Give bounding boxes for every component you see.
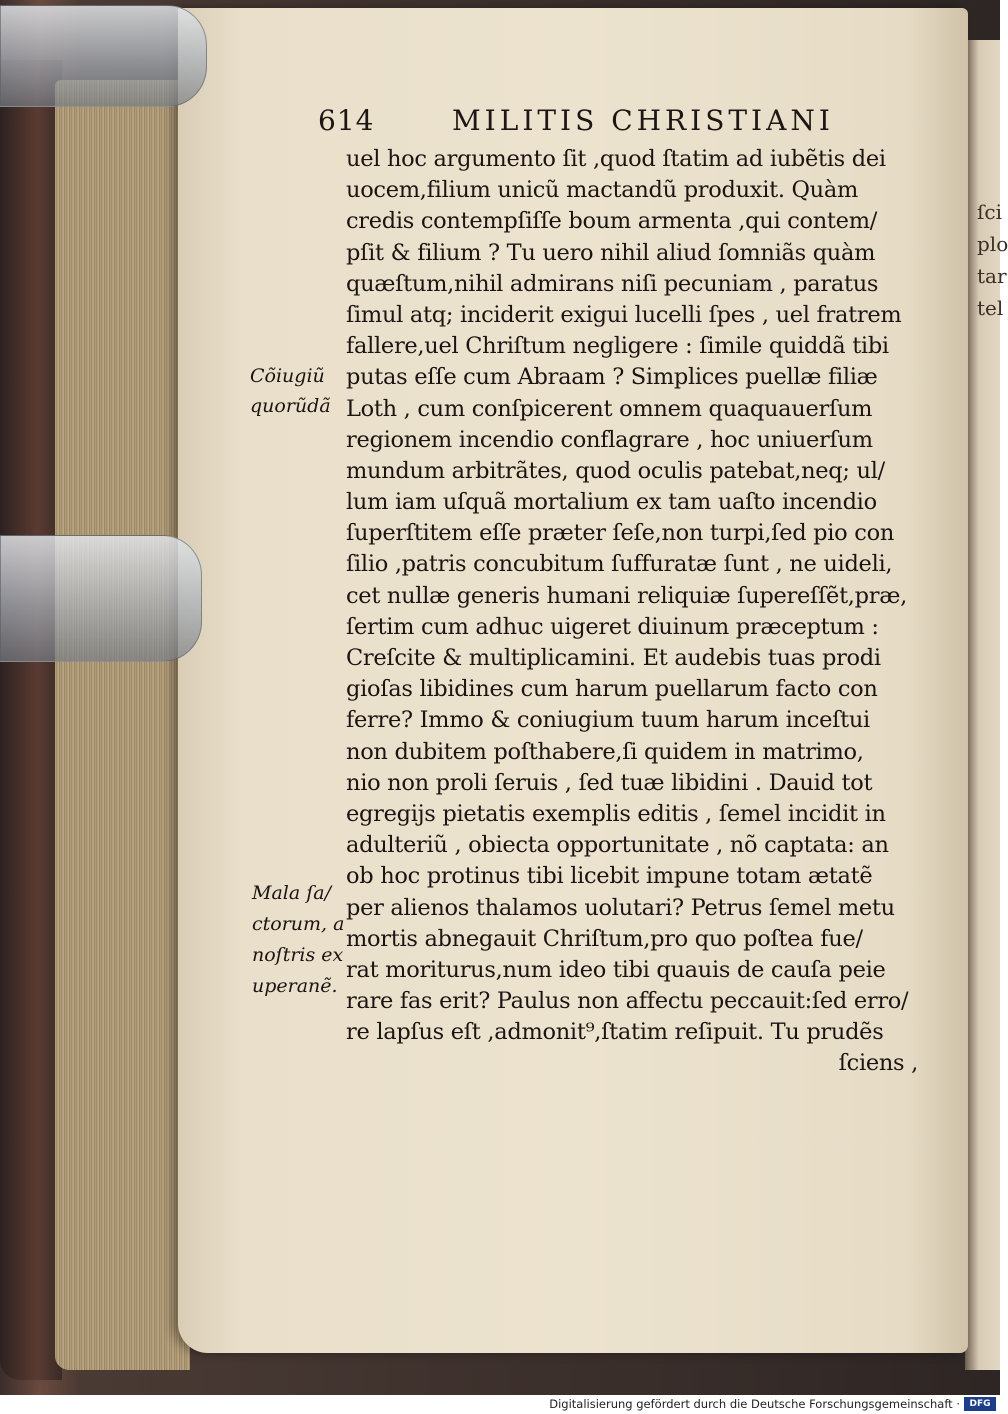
facing-page-fragment: tar — [977, 264, 1007, 288]
text-line: non dubitem poſthabere,ſi quidem in matrimo, — [346, 738, 864, 765]
marginal-note-line: uperanẽ. — [252, 975, 338, 997]
text-line: Loth , cum conſpicerent omnem quaquauerſum — [346, 395, 873, 422]
marginal-note-line: ctorum, a — [252, 913, 345, 935]
text-line: per alienos thalamos uolutari? Petrus ſemel metu — [346, 894, 895, 921]
text-line: lum iam uſquã mortalium ex tam uaſto incendio — [346, 489, 877, 516]
text-line: mortis abnegauit Chriſtum,pro quo poſtea fue/ — [346, 925, 863, 952]
text-line: ferre? Immo & coniugium tuum harum inceſtui — [346, 707, 870, 734]
text-line: putas eſſe cum Abraam ? Simplices puellæ filiæ — [346, 364, 878, 391]
text-line: cet nullæ generis humani reliquiæ ſupereſſẽt,præ, — [346, 582, 907, 609]
marginal-note — [250, 361, 331, 421]
text-line: nio non proli ſeruis , ſed tuæ libidini . Dauid tot — [346, 769, 873, 796]
marginal-note-line: Cõiugiũ — [250, 365, 325, 387]
facing-page-edge — [965, 40, 1008, 1370]
marginal-note-line: noſtris ex — [252, 944, 344, 966]
text-line: fallere,uel Chriſtum negligere : ſimile quiddã tibi — [346, 333, 889, 360]
facing-page-fragment: ſci — [977, 200, 1002, 224]
text-line: ob hoc protinus tibi licebit impune totam ætatẽ — [346, 863, 873, 890]
text-line: rat moriturus,num ideo tibi quauis de cauſa peie — [346, 956, 886, 983]
marginal-note — [252, 878, 344, 1002]
text-line: adulteriũ , obiecta opportunitate , nõ captata: an — [346, 832, 889, 859]
marginal-note-line: quorũdã — [250, 395, 331, 417]
funding-credit: Digitalisierung gefördert durch die Deutsche Forschungsgemeinschaft · — [549, 1397, 960, 1411]
facing-page-fragment: plo — [977, 232, 1008, 256]
dfg-logo-icon: DFG — [964, 1397, 996, 1411]
text-line: ſuperſtitem eſſe præter ſeſe,non turpi,ſed pio con — [346, 520, 895, 547]
text-line: credis contempſiſſe boum armenta ,qui contem/ — [346, 208, 878, 235]
text-line: ſimul atq; inciderit exigui lucelli ſpes , uel fratrem — [346, 301, 902, 328]
page-clamp-middle — [0, 535, 202, 662]
text-line: quæſtum,nihil admirans niſi pecuniam , paratus — [346, 270, 879, 297]
marginal-note-line: Mala ſa/ — [252, 882, 331, 904]
text-line: pſit & filium ? Tu uero nihil aliud ſomniãs quàm — [346, 239, 876, 266]
facing-page-fragment: tel — [977, 296, 1004, 320]
text-line: ſertim cum adhuc uigeret diuinum præceptum : — [346, 613, 879, 640]
body-text — [346, 144, 936, 1080]
text-line: gioſas libidines cum harum puellarum facto con — [346, 676, 878, 703]
text-line: egregijs pietatis exemplis editis , ſemel incidit in — [346, 800, 886, 827]
page-edges — [55, 80, 190, 1370]
text-line: uocem,filium unicũ mactandũ produxit. Quàm — [346, 177, 859, 204]
text-line: Creſcite & multiplicamini. Et audebis tuas prodi — [346, 645, 881, 671]
book-cover — [0, 60, 62, 1380]
text-line: rare fas erit? Paulus non affectu peccauit:ſed erro/ — [346, 988, 909, 1015]
catchword: ſciens , — [838, 1050, 918, 1077]
page-clamp-top — [0, 5, 207, 107]
text-line: mundum arbitrãtes, quod oculis patebat,neq; ul/ — [346, 457, 885, 484]
running-head: MILITIS CHRISTIANI — [452, 104, 834, 137]
text-line: re lapſus eſt ,admonit⁹,ſtatim reſipuit. Tu prudẽs — [346, 1019, 884, 1046]
page-number: 614 — [318, 104, 375, 137]
text-line: uel hoc argumento ſit ,quod ſtatim ad iubẽtis dei — [346, 146, 886, 172]
text-line: regionem incendio conflagrare , hoc uniuerſum — [346, 426, 873, 453]
text-line: ſilio ,patris concubitum ſuffuratæ ſunt , ne uideli, — [346, 551, 893, 578]
page-header — [318, 104, 838, 144]
footer-bar — [0, 1395, 1000, 1414]
